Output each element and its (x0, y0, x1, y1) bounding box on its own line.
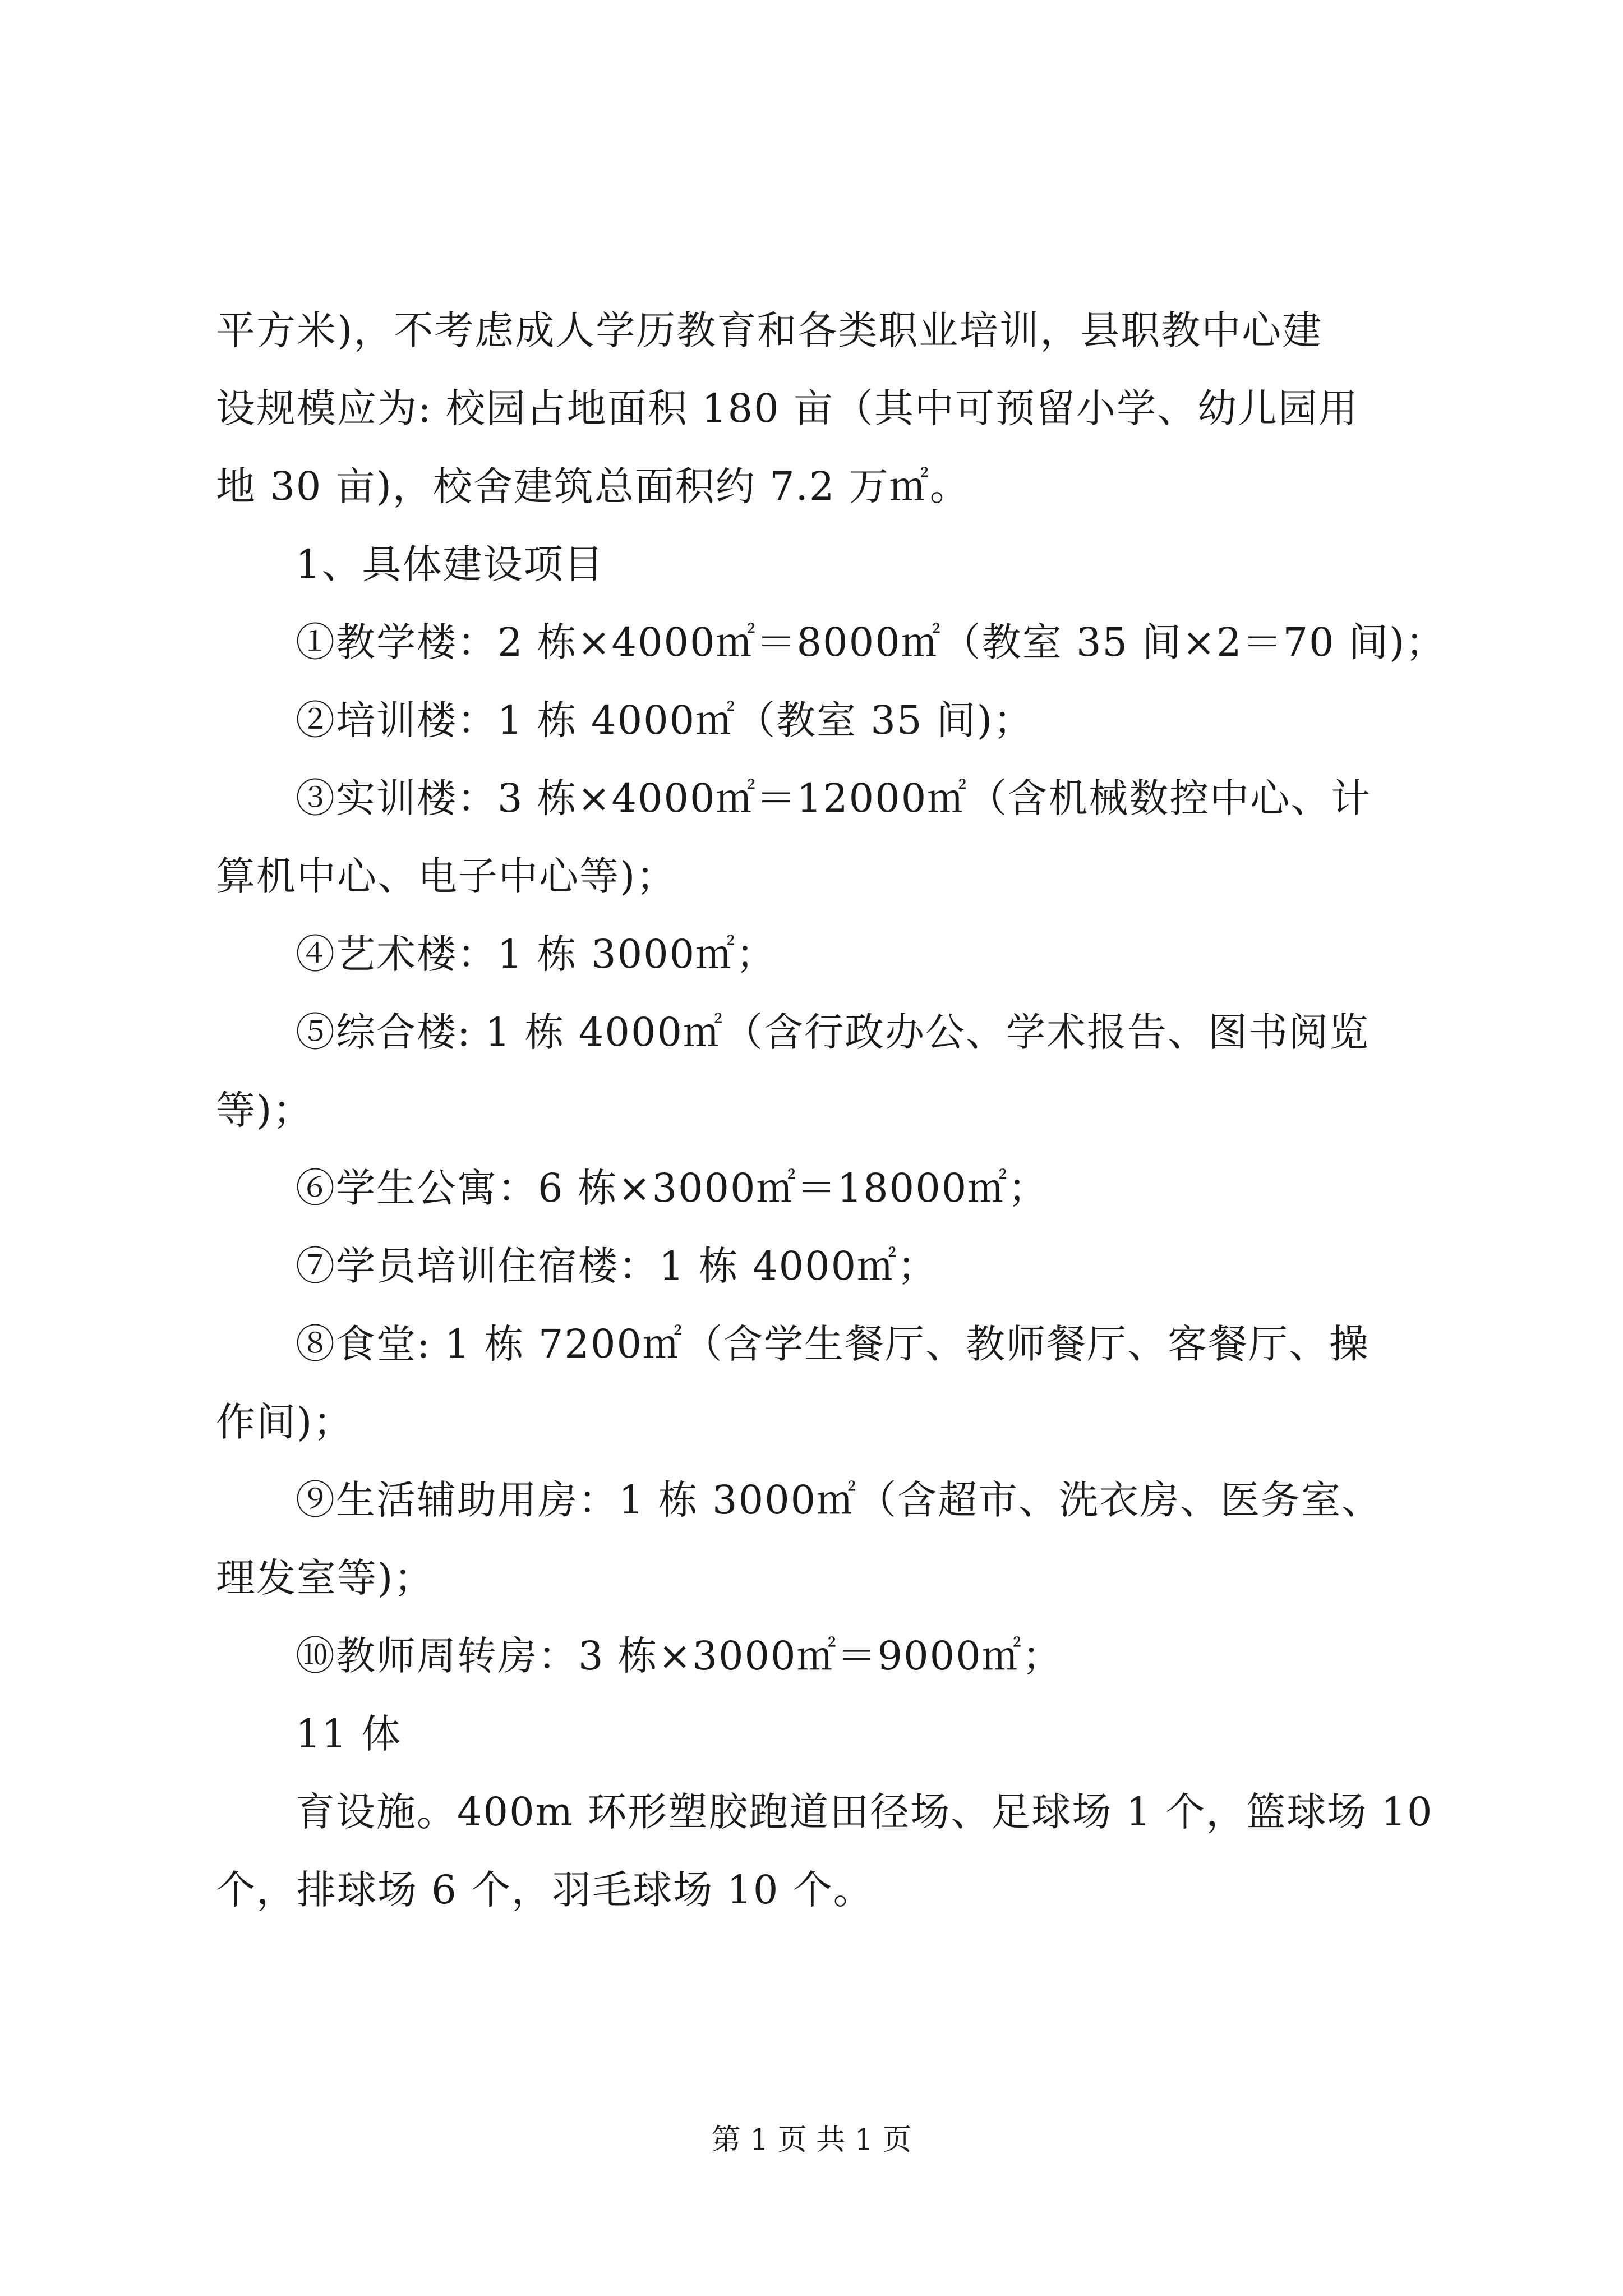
list-item-continuation: 等)； (216, 1087, 313, 1133)
text-line: 平方米)，不考虑成人学历教育和各类职业培训，县职教中心建 (216, 307, 1323, 353)
list-item-continuation: 理发室等)； (216, 1555, 435, 1601)
list-item-continuation: 个，排球场 6 个，羽毛球场 10 个。 (216, 1867, 874, 1913)
list-item: ⑩教师周转房：3 栋×3000㎡＝9000㎡； (296, 1633, 1063, 1679)
list-item: ⑥学生公寓：6 栋×3000㎡＝18000㎡； (296, 1165, 1049, 1211)
page-footer: 第 1 页 共 1 页 (711, 2123, 912, 2157)
text-line: 地 30 亩)，校舍建筑总面积约 7.2 万㎡。 (216, 463, 970, 509)
list-item: ⑧食堂: 1 栋 7200㎡（含学生餐厅、教师餐厅、客餐厅、操 (296, 1321, 1370, 1367)
document-body (216, 292, 1446, 1929)
list-item: ④艺术楼：1 栋 3000㎡； (296, 931, 777, 977)
list-item-continuation: 算机中心、电子中心等)； (216, 853, 677, 899)
text-line: 设规模应为: 校园占地面积 180 亩（其中可预留小学、幼儿园用 (216, 385, 1359, 431)
list-item-continuation: 育设施。400m 环形塑胶跑道田径场、足球场 1 个，篮球场 10 (296, 1789, 1433, 1835)
list-item: ⑤综合楼: 1 栋 4000㎡（含行政办公、学术报告、图书阅览 (296, 1009, 1370, 1055)
list-item: ①教学楼：2 栋×4000㎡＝8000㎡（教室 35 间×2＝70 间)； (296, 619, 1446, 665)
list-item: ②培训楼：1 栋 4000㎡（教室 35 间)； (296, 697, 1034, 743)
list-item: 11 体 (296, 1711, 402, 1757)
list-item: ③实训楼：3 栋×4000㎡＝12000㎡（含机械数控中心、计 (296, 775, 1372, 821)
list-item: ⑨生活辅助用房：1 栋 3000㎡（含超市、洗衣房、医务室、 (296, 1477, 1382, 1523)
list-item: ⑦学员培训住宿楼：1 栋 4000㎡； (296, 1243, 938, 1289)
list-item-continuation: 作间)； (216, 1399, 354, 1445)
section-heading: 1、具体建设项目 (296, 541, 605, 587)
